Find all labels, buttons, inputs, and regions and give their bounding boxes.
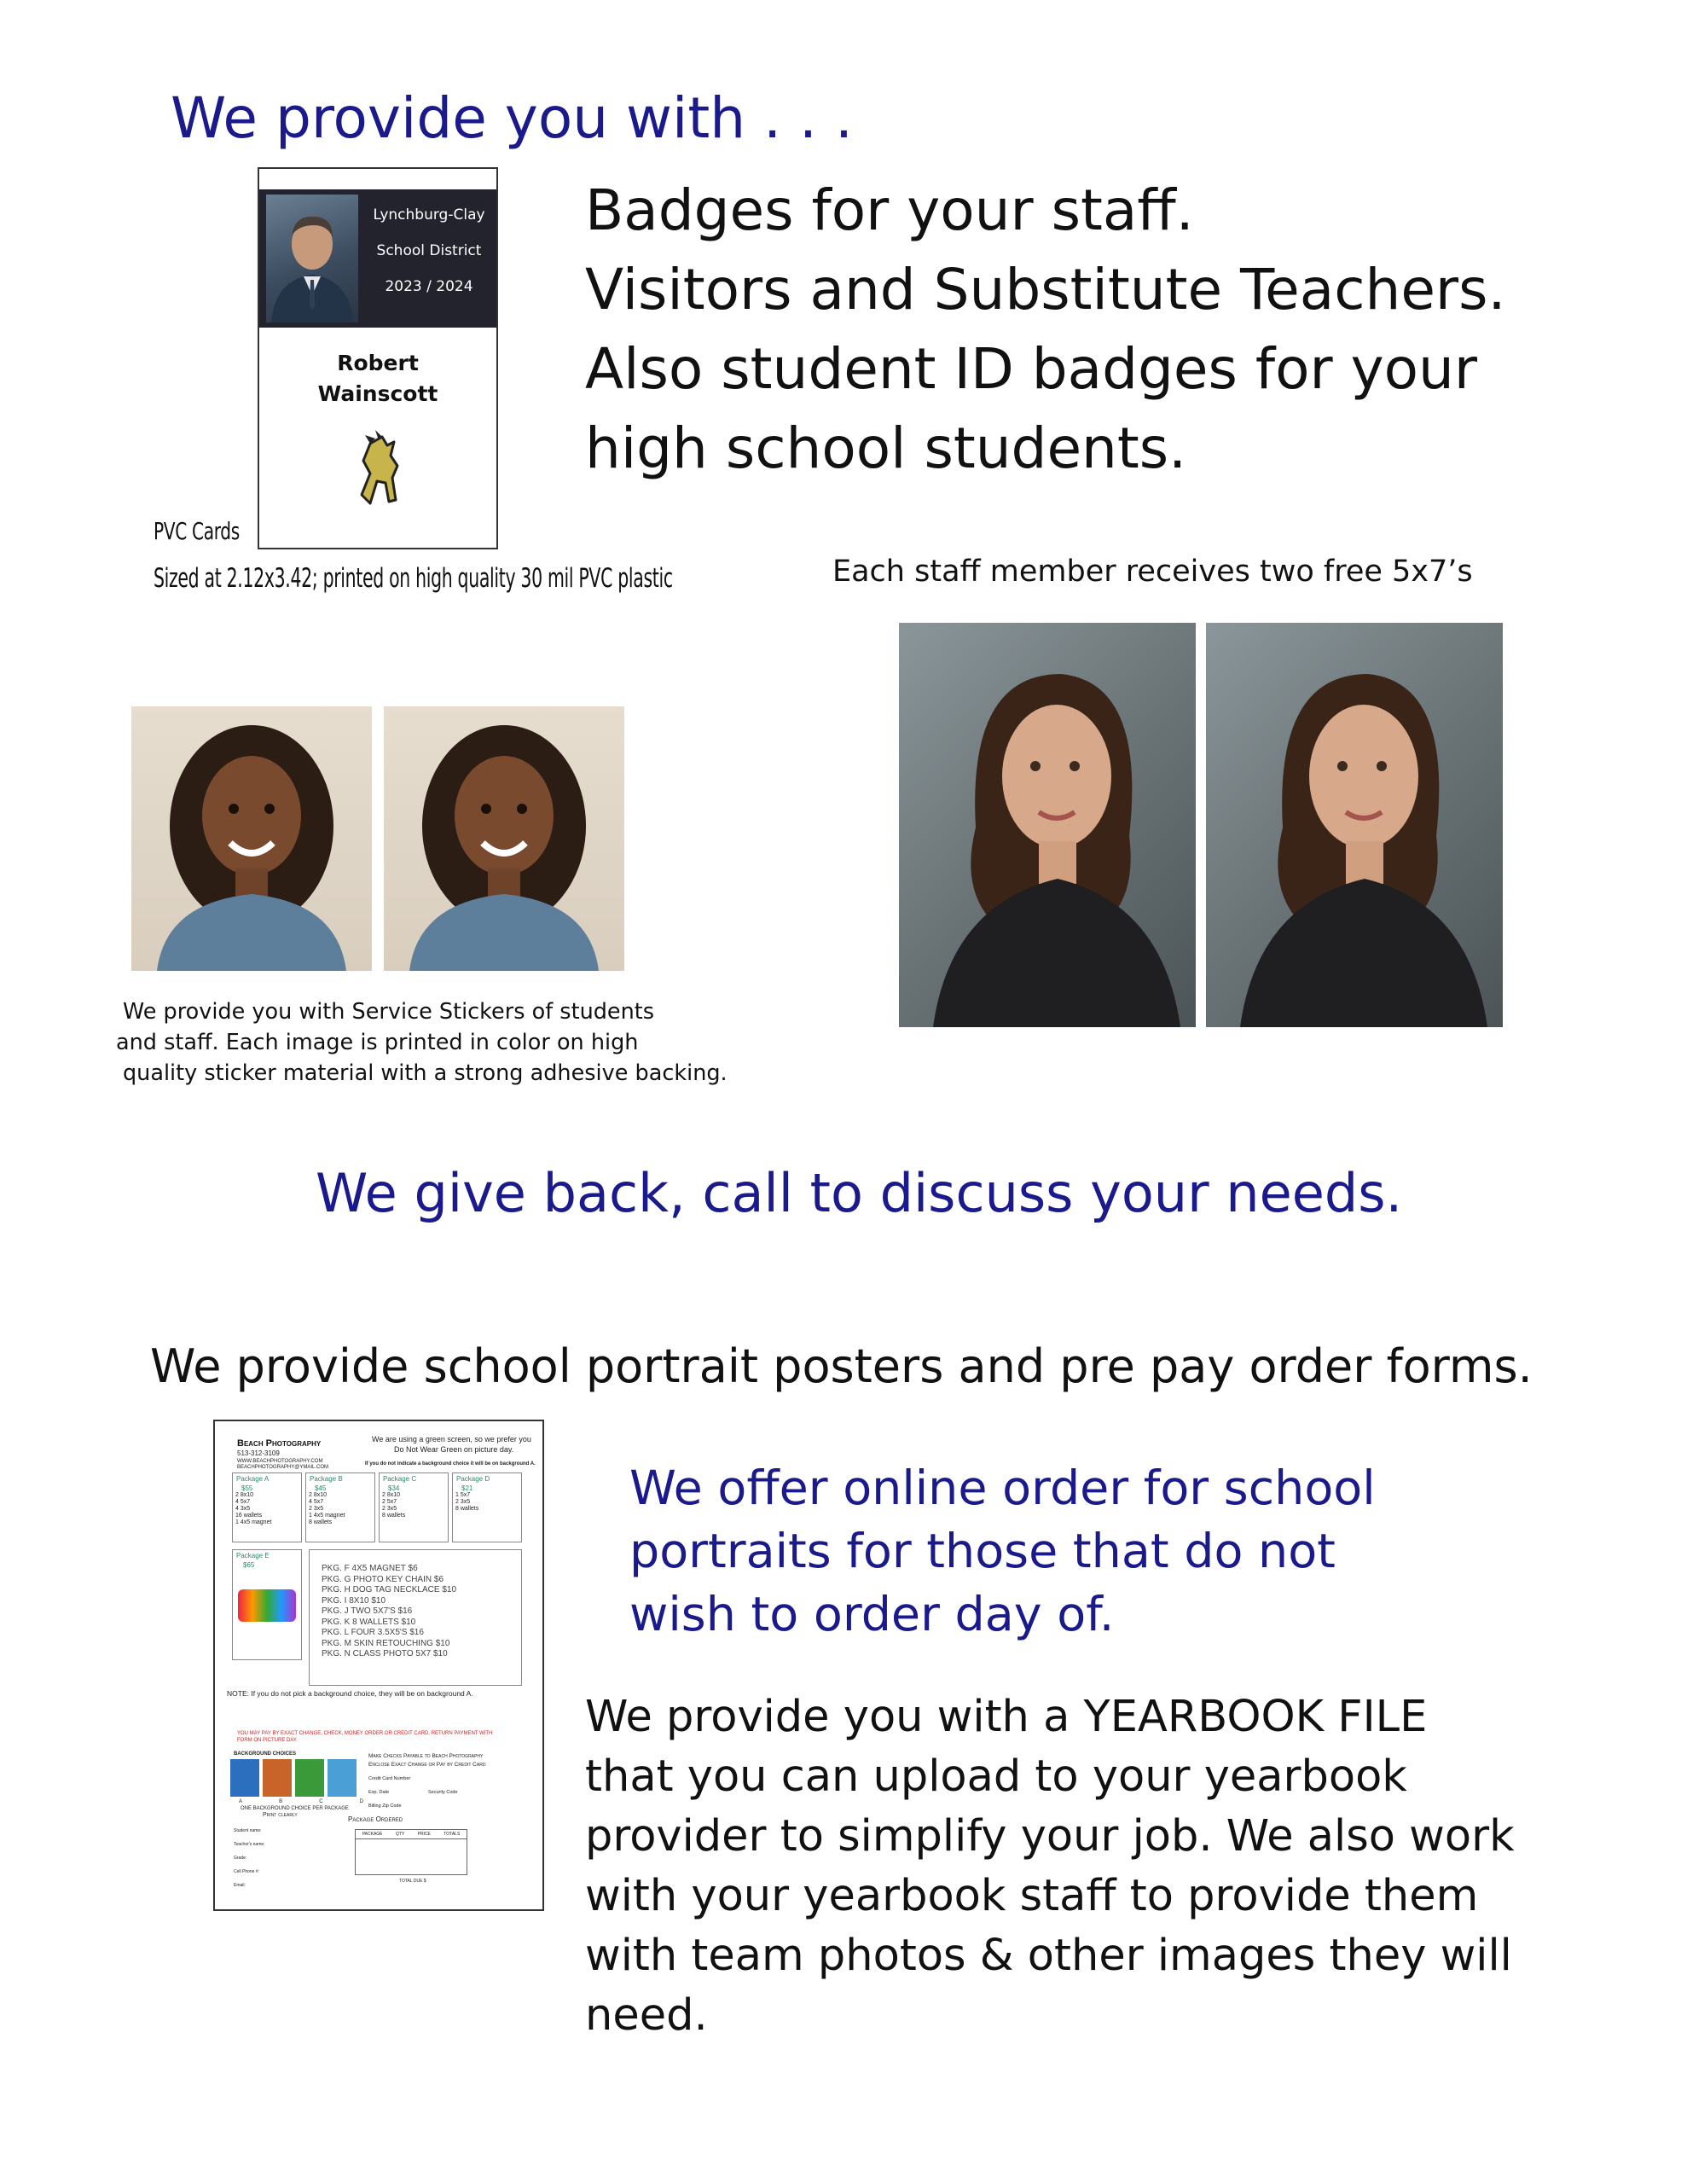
- mustang-mascot-icon: [345, 427, 413, 512]
- form-security: Security Code: [428, 1790, 458, 1795]
- background-choice-d: [328, 1759, 357, 1797]
- form-phone: 513-312-3109: [237, 1449, 280, 1457]
- form-exp-date: Exp. Date: [368, 1790, 390, 1795]
- man-portrait-illustration: [266, 195, 358, 322]
- form-green-note: If you do not indicate a background choice it will be on background A.: [365, 1461, 536, 1467]
- form-company: Beach Photography: [237, 1438, 322, 1449]
- intro-line: Badges for your staff.: [585, 177, 1194, 243]
- package-box: Package A $55 2 8x10 4 5x7 4 3x5 16 wallets 1 4x5 magnet: [232, 1472, 302, 1542]
- background-choice-b: [263, 1759, 292, 1797]
- package-box: Package D $21 1 5x7 2 3x5 8 wallets: [452, 1472, 522, 1542]
- woman-portrait-illustration: [899, 623, 1196, 1027]
- background-choice-a: [230, 1759, 259, 1797]
- form-bg-label: BACKGROUND CHOICES: [234, 1751, 297, 1757]
- order-table: PACKAGE QTY PRICE TOTALS: [355, 1829, 467, 1875]
- addon-item: PKG. N CLASS PHOTO 5X7 $10: [322, 1649, 448, 1658]
- form-note: NOTE: If you do not pick a background choice, they will be on background A.: [227, 1689, 473, 1698]
- badge-district-line2: School District: [376, 242, 482, 259]
- form-pay-line1: YOU MAY PAY BY EXACT CHANGE, CHECK, MONEY ORDER OR CREDIT CARD. RETURN PAYMENT WITH: [237, 1731, 493, 1736]
- badge-first-name: Robert: [337, 351, 419, 375]
- stickers-caption: [116, 996, 728, 1089]
- form-green-line1: We are using a green screen, so we prefer you: [372, 1435, 531, 1443]
- id-badge-sample: [258, 167, 498, 549]
- form-print-clearly: Print clearly: [263, 1812, 298, 1818]
- addon-item: PKG. M SKIN RETOUCHING $10: [322, 1638, 450, 1648]
- addon-item: PKG. I 8X10 $10: [322, 1595, 386, 1606]
- form-billing-zip: Billing Zip Code: [368, 1804, 402, 1809]
- form-enclose: Enclose Exact Change or Pay by Credit Card: [368, 1762, 486, 1768]
- giveback-heading: We give back, call to discuss your needs.: [316, 1162, 1403, 1224]
- yearbook-line: that you can upload to your yearbook: [585, 1751, 1407, 1802]
- background-choices: [230, 1759, 357, 1797]
- stickers-line: quality sticker material with a strong adhesive backing.: [123, 1060, 728, 1086]
- badge-last-name: Wainscott: [317, 381, 438, 406]
- addon-item: PKG. G PHOTO KEY CHAIN $6: [322, 1574, 444, 1584]
- online-order-heading: [629, 1457, 1376, 1647]
- intro-line: Also student ID badges for your: [585, 336, 1478, 402]
- online-line: wish to order day of.: [629, 1587, 1115, 1642]
- intro-line: high school students.: [585, 415, 1187, 481]
- sticker-photo-student-copy: [384, 706, 624, 971]
- social-media-icons: [238, 1589, 296, 1622]
- stickers-line: We provide you with Service Stickers of students: [123, 999, 655, 1025]
- free-5x7-caption: Each staff member receives two free 5x7’s: [832, 555, 1473, 589]
- addon-item: PKG. K 8 WALLETS $10: [322, 1617, 416, 1627]
- form-checks-payable: Make Checks Payable to Beach Photography: [368, 1753, 484, 1759]
- posters-text: We provide school portrait posters and pre pay order forms.: [150, 1339, 1533, 1393]
- student-fields: Student name: Teacher's name: Grade: Cell Phone #: Email:: [234, 1828, 265, 1888]
- badge-portrait-photo: [266, 195, 358, 322]
- online-line: We offer online order for school: [629, 1461, 1376, 1516]
- addon-item: PKG. L FOUR 3.5X5'S $16: [322, 1628, 424, 1637]
- form-total-due: TOTAL DUE $: [399, 1879, 426, 1884]
- sticker-photo-student: [131, 706, 372, 971]
- addon-item: PKG. J TWO 5X7'S $16: [322, 1606, 413, 1616]
- package-box: Package B $45 2 8x10 4 5x7 2 3x5 1 4x5 magnet 8 wallets: [305, 1472, 375, 1542]
- pvc-size-text: Sized at 2.12x3.42; printed on high quality 30 mil PVC plastic: [154, 563, 673, 594]
- background-choice-c: [295, 1759, 324, 1797]
- pvc-cards-label: PVC Cards: [154, 517, 240, 545]
- form-web: WWW.BEACHPHOTOGRAPHY.COM: [237, 1459, 323, 1464]
- addons-box: [309, 1549, 522, 1686]
- woman-portrait-illustration: [1206, 623, 1503, 1027]
- addon-item: PKG. F 4X5 MAGNET $6: [322, 1564, 418, 1573]
- yearbook-line: with team photos & other images they will: [585, 1931, 1512, 1981]
- package-e-box: Package E $65: [232, 1549, 302, 1660]
- intro-line: Visitors and Substitute Teachers.: [585, 257, 1506, 322]
- bg-letters: A B C D: [239, 1799, 363, 1804]
- girl-portrait-illustration: [384, 706, 624, 971]
- badge-district-line1: Lynchburg-Clay: [373, 206, 485, 224]
- badge-year: 2023 / 2024: [385, 278, 473, 295]
- form-one-bg: ONE BACKGROUND CHOICE PER PACKAGE: [241, 1806, 349, 1811]
- heading-we-provide: We provide you with . . .: [171, 85, 853, 151]
- staff-5x7-photo-copy: [1206, 623, 1503, 1027]
- yearbook-line: with your yearbook staff to provide them: [585, 1871, 1479, 1921]
- stickers-line: and staff. Each image is printed in color on high: [116, 1030, 639, 1055]
- staff-5x7-photo: [899, 623, 1196, 1027]
- form-green-line2: Do Not Wear Green on picture day.: [394, 1445, 514, 1454]
- girl-portrait-illustration: [131, 706, 372, 971]
- yearbook-line: need.: [585, 1990, 708, 2041]
- badge-name: [259, 348, 496, 410]
- form-email: BEACHPHOTOGRAPHY@YMAIL.COM: [237, 1465, 328, 1470]
- online-line: portraits for those that do not: [629, 1524, 1336, 1579]
- form-package-ordered: Package Ordered: [348, 1815, 403, 1823]
- yearbook-line: We provide you with a YEARBOOK FILE: [585, 1692, 1428, 1742]
- order-form-sample: [213, 1420, 544, 1911]
- intro-text-block: [585, 171, 1505, 488]
- yearbook-line: provider to simplify your job. We also work: [585, 1811, 1515, 1862]
- yearbook-text-block: [585, 1687, 1515, 2046]
- package-box: Package C $34 2 8x10 2 5x7 2 3x5 8 wallets: [379, 1472, 449, 1542]
- form-cc-number: Credit Card Number: [368, 1776, 411, 1781]
- badge-header: [259, 189, 496, 328]
- form-pay-line2: FORM ON PICTURE DAY.: [237, 1738, 298, 1743]
- addon-item: PKG. H DOG TAG NECKLACE $10: [322, 1585, 457, 1594]
